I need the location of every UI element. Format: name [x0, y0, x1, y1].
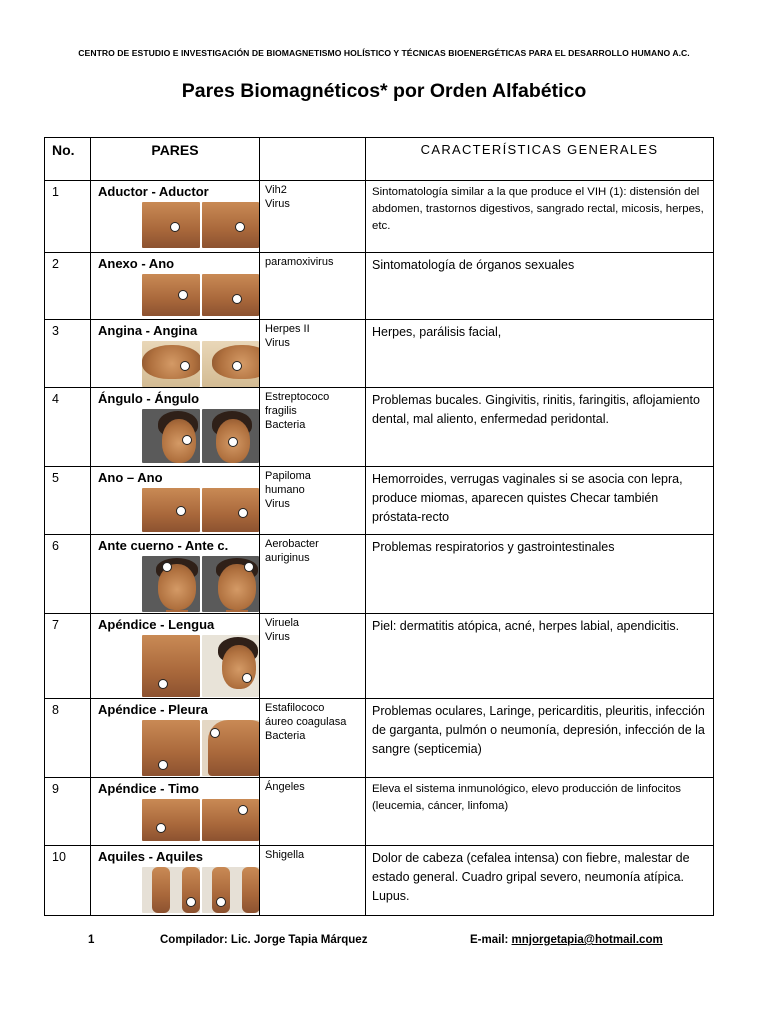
pathogen-cell: Ángeles: [260, 778, 366, 846]
magnet-point-icon: [238, 805, 248, 815]
magnet-point-icon: [210, 728, 220, 738]
row-number: 3: [45, 320, 91, 388]
table-row: [45, 614, 714, 699]
illustration-left: [142, 867, 200, 913]
row-number: 8: [45, 699, 91, 778]
pathogen-cell: Vih2 Virus: [260, 181, 366, 253]
pair-name: Ano – Ano: [98, 470, 163, 485]
column-header-no: No.: [45, 138, 91, 181]
illustration-right: [202, 274, 260, 316]
pair-cell: [91, 614, 260, 699]
table-row: [45, 320, 714, 388]
magnet-point-icon: [162, 562, 172, 572]
pathogen-cell: Aerobacter auriginus: [260, 535, 366, 614]
characteristics-cell: Herpes, parálisis facial,: [366, 320, 714, 388]
illustration-left: [142, 720, 200, 776]
magnet-point-icon: [232, 294, 242, 304]
illustration-right: [202, 409, 260, 463]
magnet-point-icon: [235, 222, 245, 232]
pair-illustration: [91, 272, 259, 316]
footer-compiler: Compilador: Lic. Jorge Tapia Márquez: [160, 934, 368, 946]
row-number: 6: [45, 535, 91, 614]
row-number: 5: [45, 467, 91, 535]
magnet-point-icon: [158, 679, 168, 689]
characteristics-cell: Piel: dermatitis atópica, acné, herpes labial, apendicitis.: [366, 614, 714, 699]
magnet-point-icon: [156, 823, 166, 833]
pathogen-cell: Shigella: [260, 846, 366, 916]
column-header-pares: PARES: [91, 138, 260, 181]
illustration-right: [202, 867, 260, 913]
pair-cell: [91, 846, 260, 916]
pair-cell: [91, 467, 260, 535]
pairs-table: [44, 137, 714, 916]
row-number: 10: [45, 846, 91, 916]
pair-cell: [91, 535, 260, 614]
table-row: [45, 388, 714, 467]
illustration-right: [202, 635, 260, 697]
magnet-point-icon: [242, 673, 252, 683]
pair-illustration: [91, 486, 259, 532]
illustration-right: [202, 799, 260, 841]
column-header-caracteristicas: CARACTERÍSTICAS GENERALES: [366, 138, 714, 181]
pair-cell: [91, 388, 260, 467]
row-number: 4: [45, 388, 91, 467]
pair-name: Anexo - Ano: [98, 256, 175, 271]
pair-name: Apéndice - Timo: [98, 781, 199, 796]
magnet-point-icon: [244, 562, 254, 572]
row-number: 9: [45, 778, 91, 846]
pair-name: Ángulo - Ángulo: [98, 391, 200, 406]
pair-cell: [91, 253, 260, 320]
magnet-point-icon: [180, 361, 190, 371]
pair-name: Aductor - Aductor: [98, 184, 209, 199]
magnet-point-icon: [238, 508, 248, 518]
illustration-right: [202, 488, 260, 532]
footer-email-label: E-mail:: [470, 934, 509, 946]
magnet-point-icon: [158, 760, 168, 770]
table-row: [45, 181, 714, 253]
pair-illustration: [91, 797, 259, 841]
magnet-point-icon: [178, 290, 188, 300]
pathogen-cell: paramoxivirus: [260, 253, 366, 320]
pathogen-cell: Papiloma humano Virus: [260, 467, 366, 535]
table-row: [45, 467, 714, 535]
magnet-point-icon: [216, 897, 226, 907]
pair-name: Angina - Angina: [98, 323, 198, 338]
pair-cell: [91, 181, 260, 253]
pathogen-cell: Estafilococo áureo coagulasa Bacteria: [260, 699, 366, 778]
pair-name: Apéndice - Pleura: [98, 702, 208, 717]
illustration-left: [142, 488, 200, 532]
table-row: [45, 253, 714, 320]
illustration-left: [142, 635, 200, 697]
characteristics-cell: Sintomatología similar a la que produce el VIH (1): distensión del abdomen, trastornos digestivos, sangrado rectal, micosis, herpes, etc.: [366, 181, 714, 253]
pair-cell: [91, 320, 260, 388]
pair-illustration: [91, 339, 259, 387]
pathogen-cell: Viruela Virus: [260, 614, 366, 699]
characteristics-cell: Problemas bucales. Gingivitis, rinitis, faringitis, aflojamiento dental, mal aliento, enfermedad peridontal.: [366, 388, 714, 467]
footer-page-number: 1: [88, 934, 95, 946]
pair-cell: [91, 699, 260, 778]
pair-name: Apéndice - Lengua: [98, 617, 215, 632]
pair-name: Aquiles - Aquiles: [98, 849, 203, 864]
pair-illustration: [91, 407, 259, 463]
page-title: Pares Biomagnéticos* por Orden Alfabético: [181, 80, 587, 102]
magnet-point-icon: [186, 897, 196, 907]
characteristics-cell: Dolor de cabeza (cefalea intensa) con fiebre, malestar de estado general. Cuadro gripal severo, neumonía atípica. Lupus.: [366, 846, 714, 916]
illustration-right: [202, 341, 260, 387]
illustration-left: [142, 799, 200, 841]
footer-email: [470, 934, 663, 946]
pair-illustration: [91, 633, 259, 697]
illustration-right: [202, 720, 260, 776]
magnet-point-icon: [176, 506, 186, 516]
pathogen-cell: Herpes II Virus: [260, 320, 366, 388]
row-number: 7: [45, 614, 91, 699]
illustration-right: [202, 202, 260, 248]
characteristics-cell: Hemorroides, verrugas vaginales si se asocia con lepra, produce miomas, aparecen quistes Checar también próstata-recto: [366, 467, 714, 535]
illustration-left: [142, 341, 200, 387]
pair-illustration: [91, 865, 259, 913]
illustration-left: [142, 409, 200, 463]
column-header-agent: [260, 138, 366, 181]
pair-cell: [91, 778, 260, 846]
magnet-point-icon: [182, 435, 192, 445]
characteristics-cell: Problemas oculares, Laringe, pericarditis, pleuritis, infección de garganta, pulmón o neumonía, depresión, infección de la sangre (septicemia): [366, 699, 714, 778]
illustration-left: [142, 556, 200, 612]
table-header-row: [45, 138, 714, 181]
row-number: 1: [45, 181, 91, 253]
table-row: [45, 778, 714, 846]
pair-illustration: [91, 718, 259, 776]
table-row: [45, 846, 714, 916]
illustration-left: [142, 202, 200, 248]
document-header: CENTRO DE ESTUDIO E INVESTIGACIÓN DE BIOMAGNETISMO HOLÍSTICO Y TÉCNICAS BIOENERGÉTICAS PARA EL DESARROLLO HUMANO A.C.: [78, 48, 690, 58]
magnet-point-icon: [170, 222, 180, 232]
illustration-right: [202, 556, 260, 612]
table-row: [45, 699, 714, 778]
pair-name: Ante cuerno - Ante c.: [98, 538, 229, 553]
pair-illustration: [91, 554, 259, 612]
magnet-point-icon: [228, 437, 238, 447]
pair-illustration: [91, 200, 259, 248]
pathogen-cell: Estreptococo fragilis Bacteria: [260, 388, 366, 467]
table-row: [45, 535, 714, 614]
characteristics-cell: Sintomatología de órganos sexuales: [366, 253, 714, 320]
footer-email-link[interactable]: mnjorgetapia@hotmail.com: [511, 934, 663, 946]
characteristics-cell: Eleva el sistema inmunológico, elevo producción de linfocitos (leucemia, cáncer, linfoma): [366, 778, 714, 846]
magnet-point-icon: [232, 361, 242, 371]
row-number: 2: [45, 253, 91, 320]
characteristics-cell: Problemas respiratorios y gastrointestinales: [366, 535, 714, 614]
illustration-left: [142, 274, 200, 316]
